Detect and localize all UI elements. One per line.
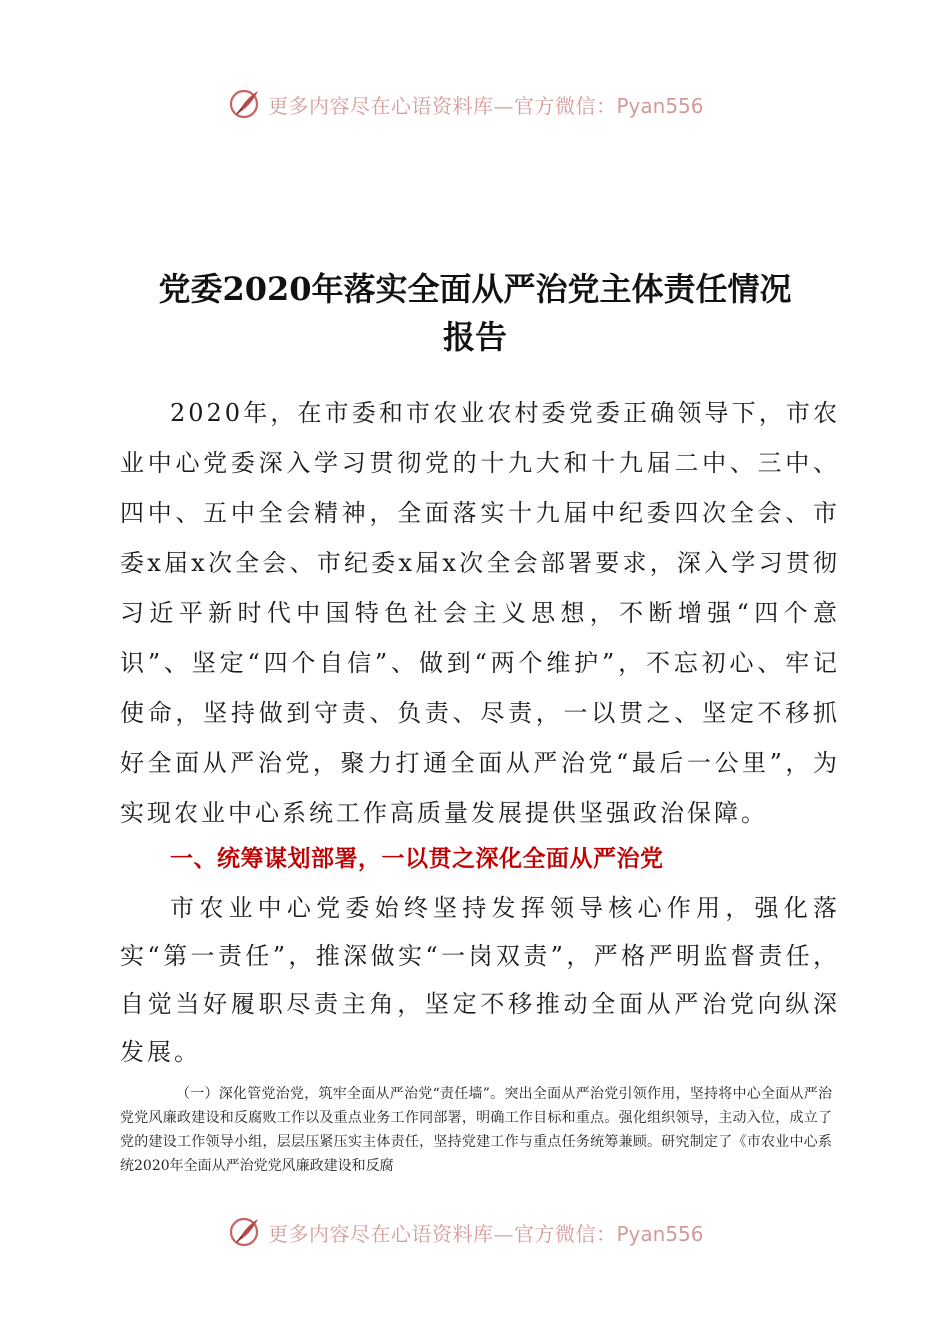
wechat-id: Pyan556 [616,93,704,118]
section1-heading: 一、统筹谋划部署，一以贯之深化全面从严治党 [170,846,664,872]
subsection1-paragraph: （一）深化管党治党，筑牢全面从严治党“责任墙”。突出全面从严治党引领作用，坚持将中心全面从严治党党风廉政建设和反腐败工作以及重点业务工作同部署，明确工作目标和重点。强化组织领导，主动入位，成立了党的建设工作领导小组，层层压紧压实主体责任，坚持党建工作与重点任务统筹兼顾。研究制定了《市农业中心系统2020年全面从严治党党风廉政建设和反腐 [120,1086,832,1174]
watermark-header [228,86,704,122]
wechat-id: Pyan556 [616,1221,704,1246]
quill-logo-icon [228,87,262,121]
document-title-line2: 报告 [442,318,507,356]
watermark-footer [228,1214,704,1250]
quill-logo-icon [228,1215,262,1249]
intro-paragraph: 2020年，在市委和市农业农村委党委正确领导下，市农业中心党委深入学习贯彻党的十九大和十九届二中、三中、四中、五中全会精神，全面落实十九届中纪委四次全会、市委x届x次全会、市纪委x届x次全会部署要求，深入学习贯彻习近平新时代中国特色社会主义思想，不断增强“四个意识”、坚定“四个自信”、做到“两个维护”，不忘初心、牢记使命，坚持做到守责、负责、尽责，一以贯之、坚定不移抓好全面从严治党，聚力打通全面从严治党“最后一公里”，为实现农业中心系统工作高质量发展提供坚强政治保障。 [120,399,840,827]
document-title-line1: 党委2020年落实全面从严治党主体责任情况 [158,270,792,308]
watermark-text: 更多内容尽在心语资料库—官方微信：Pyan556 [268,93,704,118]
section1-paragraph: 市农业中心党委始终坚持发挥领导核心作用，强化落实“第一责任”，推深做实“一岗双责”，严格严明监督责任，自觉当好履职尽责主角，坚定不移推动全面从严治党向纵深发展。 [120,894,840,1066]
watermark-text: 更多内容尽在心语资料库—官方微信：Pyan556 [268,1221,704,1246]
